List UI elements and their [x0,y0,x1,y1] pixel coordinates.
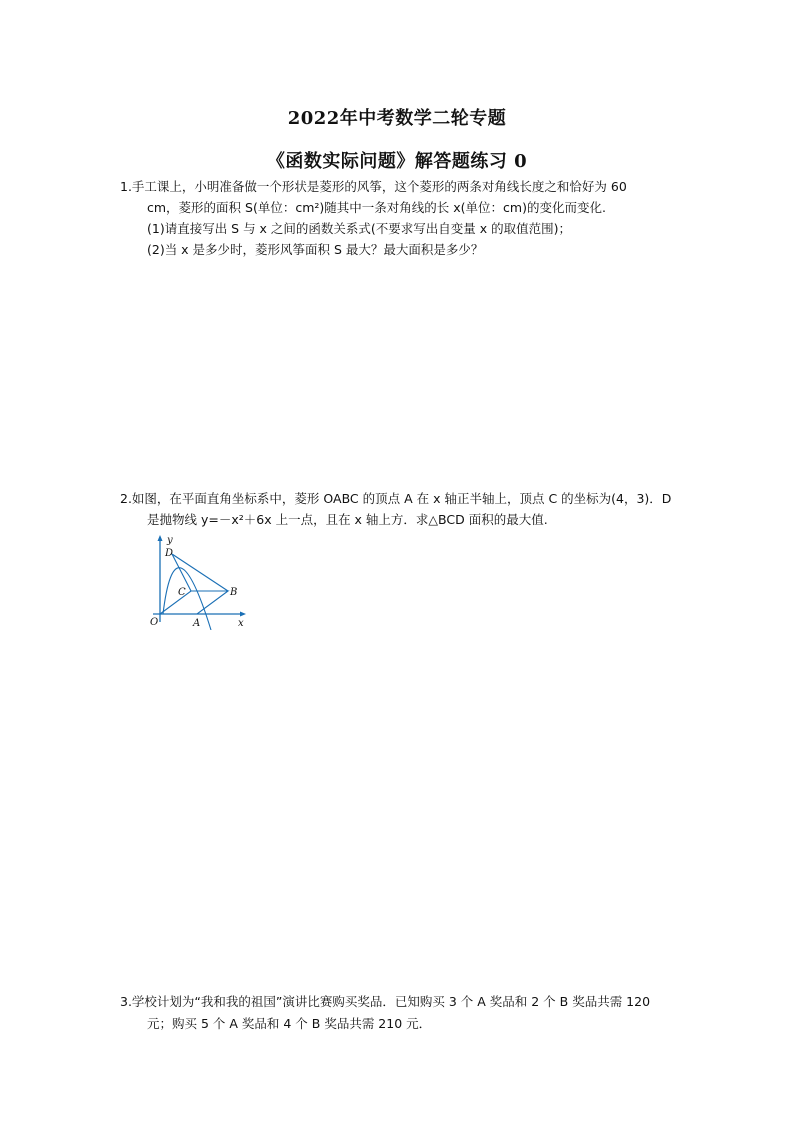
question-1-part-1: (1)请直接写出 S 与 x 之间的函数关系式(不要求写出自变量 x 的取值范围)； [147,221,572,236]
label-d: D [165,548,174,559]
question-2-figure [143,532,253,630]
page-title: 2022年中考数学二轮专题 [287,108,507,129]
rhombus-oabc [160,591,228,614]
label-b: B [230,587,238,598]
parabola [163,568,211,630]
question-2-line-1: 2.如图，在平面直角坐标系中，菱形 OABC 的顶点 A 在 x 轴正半轴上，顶点 C 的坐标为(4，3)．D [120,491,672,506]
x-axis-arrow [240,612,246,617]
question-2-line-2: 是抛物线 y=－x²＋6x 上一点，且在 x 轴上方．求△BCD 面积的最大值. [147,512,548,527]
page-subtitle: 《函数实际问题》解答题练习 0 [266,151,528,172]
label-y: y [167,535,173,546]
question-1-line-1: 1.手工课上，小明准备做一个形状是菱形的风筝，这个菱形的两条对角线长度之和恰好为 60 [120,179,627,194]
question-3-line-1: 3.学校计划为“我和我的祖国”演讲比赛购买奖品．已知购买 3 个 A 奖品和 2 个 B 奖品共需 120 [120,994,651,1009]
question-1-part-2: (2)当 x 是多少时，菱形风筝面积 S 最大？最大面积是多少？ [147,242,484,257]
segment-dc [172,554,191,591]
question-3-line-2: 元；购买 5 个 A 奖品和 4 个 B 奖品共需 210 元． [147,1016,432,1031]
label-o: O [150,617,159,628]
question-1-line-2: cm，菱形的面积 S(单位：cm²)随其中一条对角线的长 x(单位：cm)的变化而变化. [147,200,606,215]
label-x: x [238,618,244,629]
y-axis-arrow [158,535,163,541]
segment-db [172,554,228,591]
label-c: C [178,587,186,598]
label-a: A [193,618,201,629]
